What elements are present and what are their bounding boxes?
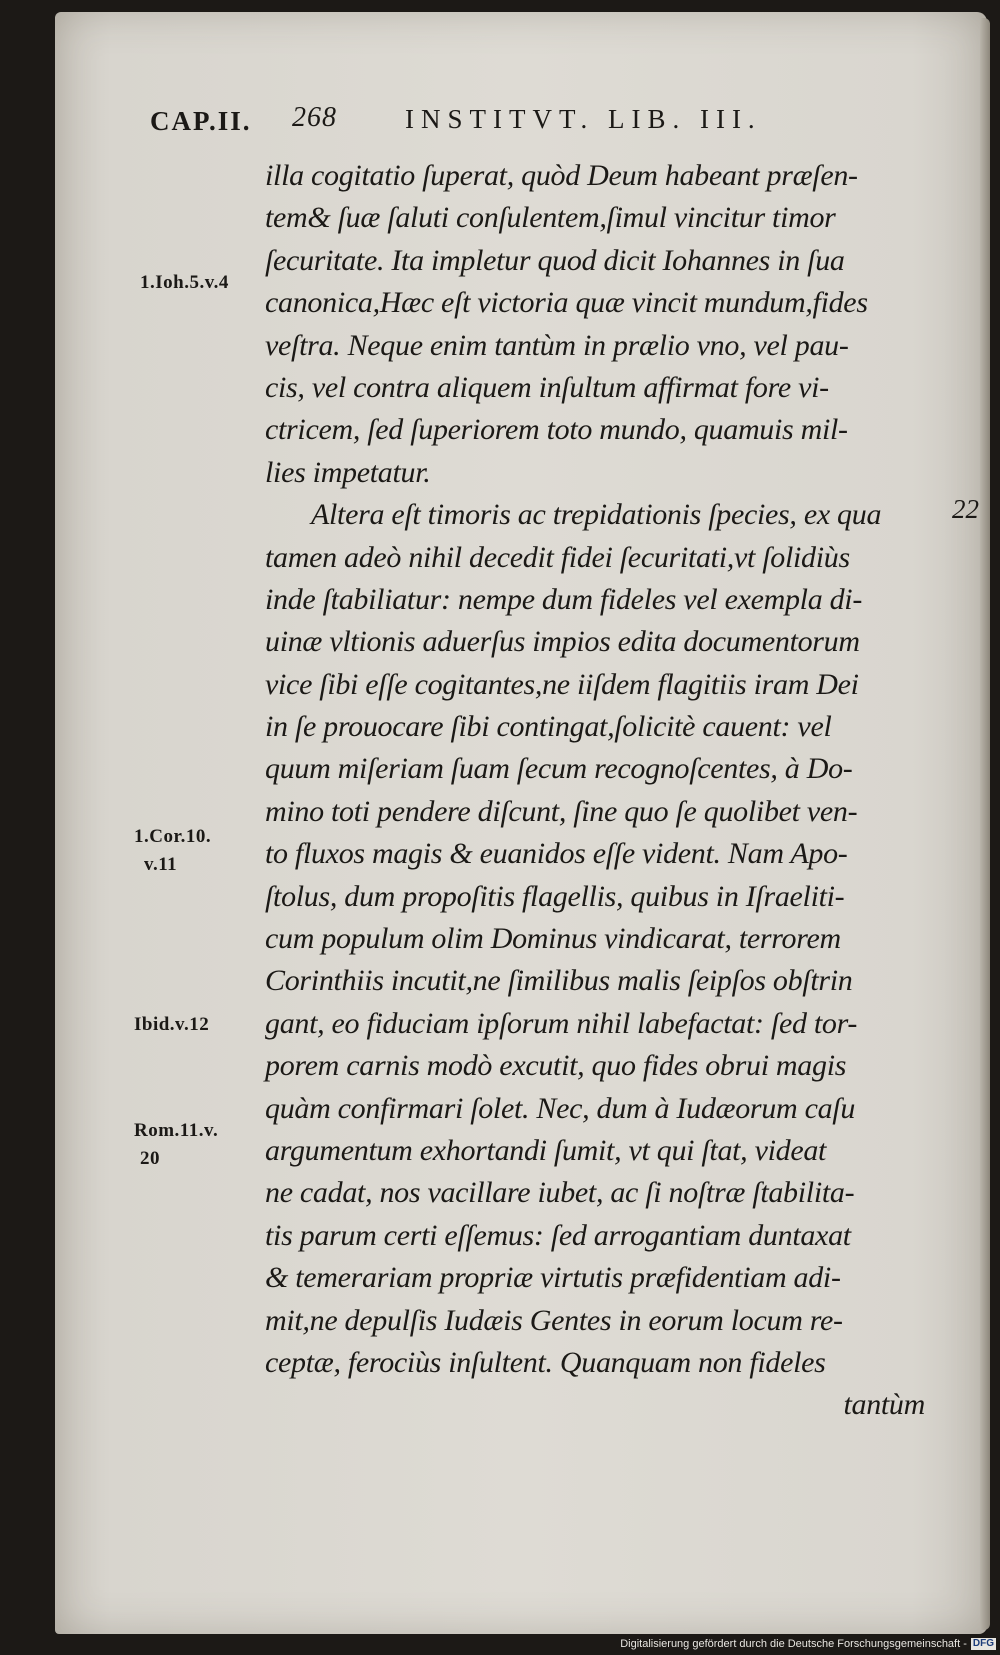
text-line: ſecuritate. Ita impletur quod dicit Iohannes in ſua	[265, 243, 845, 277]
text-line: quum miſeriam ſuam ſecum recognoſcentes, à Do-	[265, 752, 853, 786]
text-line: illa cogitatio ſuperat, quòd Deum habeant præſen-	[265, 159, 858, 192]
text-line: argumentum exhortandi ſumit, vt qui ſtat, videat	[265, 1133, 827, 1167]
margin-reference: 1.Cor.10.	[134, 826, 212, 847]
text-line: porem carnis modò excutit, quo fides obrui magis	[265, 1049, 847, 1083]
text-line: vice ſibi eſſe cogitantes,ne iiſdem flagitiis iram Dei	[265, 667, 859, 701]
chapter-label: CAP.II.	[150, 106, 252, 136]
catchword: tantùm	[843, 1388, 925, 1422]
text-line: ſtolus, dum propoſitis flagellis, quibus in Iſraeliti-	[265, 879, 845, 913]
running-head	[150, 102, 800, 142]
credit-text: Digitalisierung gefördert durch die Deutsche Forschungsgemeinschaft -	[620, 1638, 967, 1650]
paragraph-start-line: Altera eſt timoris ac trepidationis ſpecies, ex qua	[311, 498, 882, 532]
page-edge	[980, 18, 990, 1630]
digitization-credit	[606, 1638, 996, 1653]
text-line: mit,ne depulſis Iudæis Gentes in eorum locum re-	[265, 1303, 843, 1337]
text-line: lies impetatur.	[265, 455, 431, 489]
margin-reference: Ibid.v.12	[134, 1014, 210, 1035]
text-line: cis, vel contra aliquem inſultum affirmat fore vi-	[265, 370, 829, 404]
text-line: quàm confirmari ſolet. Nec, dum à Iudæorum caſu	[265, 1091, 856, 1125]
text-line: ctricem, ſed ſuperiorem toto mundo, quamuis mil-	[265, 413, 848, 447]
section-number: 22	[952, 494, 979, 524]
text-line: to fluxos magis & euanidos eſſe vident. Nam Apo-	[265, 837, 848, 871]
main-text	[265, 155, 945, 1427]
margin-reference: Rom.11.v.	[134, 1120, 219, 1141]
text-line: inde ſtabiliatur: nempe dum fideles vel exempla di-	[265, 582, 863, 616]
dfg-logo: DFG	[972, 1638, 994, 1650]
text-line: tis parum certi eſſemus: ſed arrogantiam duntaxat	[265, 1218, 851, 1252]
text-line: & temerariam propriæ virtutis præfidentiam adi-	[265, 1261, 841, 1295]
margin-reference: v.11	[144, 854, 178, 875]
margin-reference: 1.Ioh.5.v.4	[140, 272, 229, 293]
text-line: veſtra. Neque enim tantùm in prælio vno, vel pau-	[265, 328, 849, 362]
text-line: cum populum olim Dominus vindicarat, terrorem	[265, 922, 841, 956]
work-title: INSTITVT. LIB. III.	[405, 104, 762, 134]
text-line: mino toti pendere diſcunt, ſine quo ſe quolibet ven-	[265, 794, 858, 828]
page-number: 268	[292, 102, 337, 133]
margin-reference: 20	[140, 1148, 160, 1169]
text-line: tem& ſuæ ſaluti conſulentem,ſimul vincitur timor	[265, 201, 836, 235]
text-line: tamen adeò nihil decedit fidei ſecuritati,vt ſolidiùs	[265, 540, 850, 574]
text-line: uinæ vltionis aduerſus impios edita documentorum	[265, 625, 860, 659]
text-line: in ſe prouocare ſibi contingat,ſolicitè cauent: vel	[265, 710, 832, 744]
text-line: ne cadat, nos vacillare iubet, ac ſi noſtræ ſtabilita-	[265, 1176, 855, 1210]
text-line: gant, eo fiduciam ipſorum nihil labefactat: ſed tor-	[265, 1006, 858, 1040]
text-line: Corinthiis incutit,ne ſimilibus malis ſeipſos obſtrin	[265, 964, 853, 998]
text-line: canonica,Hæc eſt victoria quæ vincit mundum,fides	[265, 286, 868, 320]
text-line: ceptæ, ferociùs inſultent. Quanquam non fideles	[265, 1345, 826, 1379]
